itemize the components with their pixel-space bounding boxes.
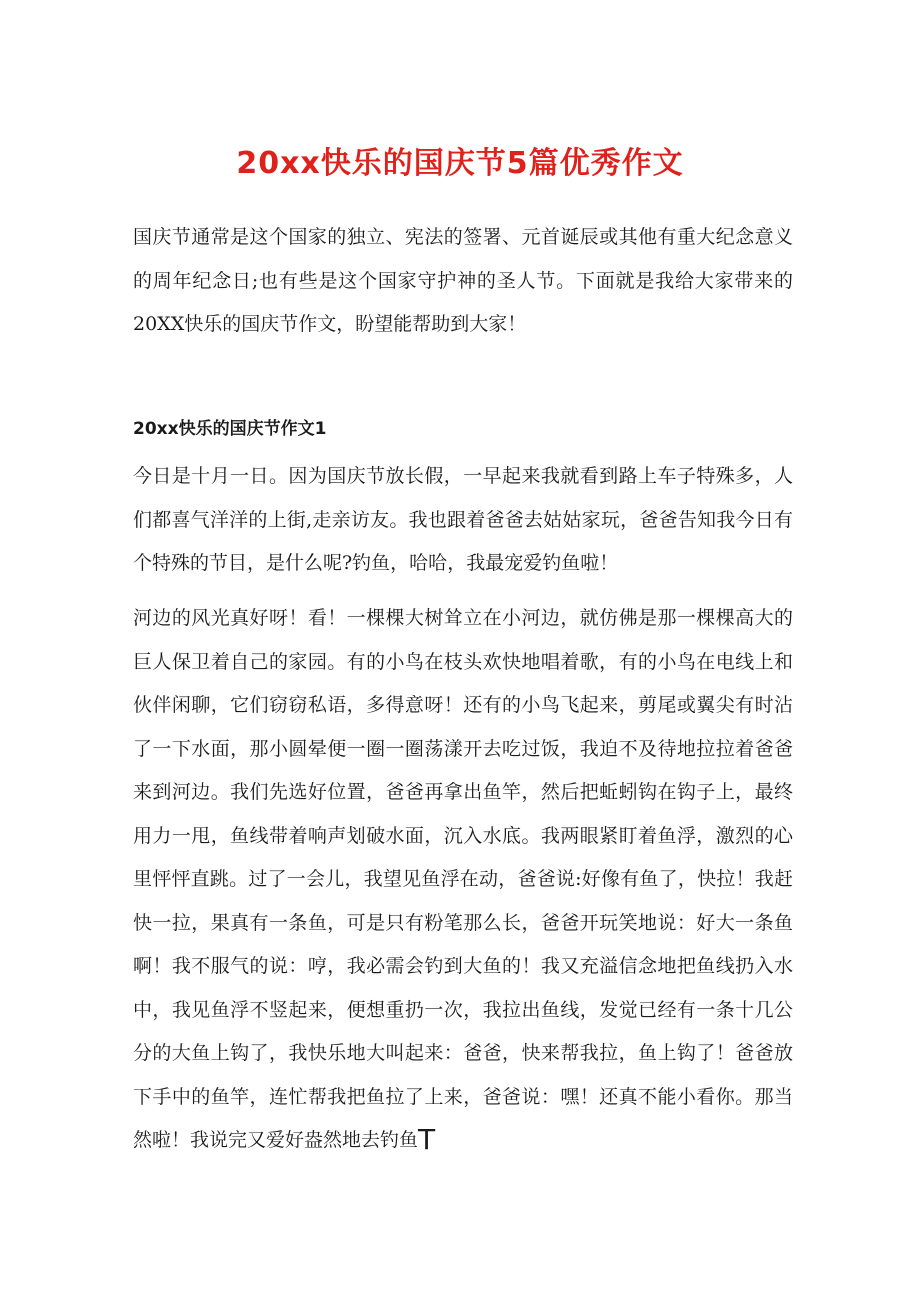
essay-paragraph-1: 今日是十月一日。因为国庆节放长假，一早起来我就看到路上车子特殊多，人们都喜气洋洋的上街,走亲访友。我也跟着爸爸去姑姑家玩，爸爸告知我今日有个特殊的节目，是什么呢?钓鱼，哈哈，我最宠爱钓鱼啦！ (133, 465, 793, 574)
essay-paragraph-2-text: 河边的风光真好呀！看！一棵棵大树耸立在小河边，就仿佛是那一棵棵高大的巨人保卫着自己的家园。有的小鸟在枝头欢快地唱着歌，有的小鸟在电线上和伙伴闲聊，它们窃窃私语，多得意呀！还有的小鸟飞起来，剪尾或翼尖有时沾了一下水面，那小圆晕便一圈一圈荡漾开去吃过饭，我迫不及待地拉拉着爸爸来到河边。我们先选好位置，爸爸再拿出鱼竿，然后把蚯蚓钩在钩子上，最终用力一甩，鱼线带着响声划破水面，沉入水底。我两眼紧盯着鱼浮，激烈的心里怦怦直跳。过了一会儿，我望见鱼浮在动，爸爸说:好像有鱼了，快拉！我赶快一拉，果真有一条鱼，可是只有粉笔那么长，爸爸开玩笑地说：好大一条鱼啊！我不服气的说：哼，我必需会钓到大鱼的！我又充溢信念地把鱼线扔入水中，我见鱼浮不竖起来，便想重扔一次，我拉出鱼线，发觉已经有一条十几公分的大鱼上钩了，我快乐地大叫起来：爸爸，快来帮我拉，鱼上钩了！爸爸放下手中的鱼竿，连忙帮我把鱼拉了上来，爸爸说：嘿！还真不能小看你。那当然啦！我说完又爱好盎然地去钓鱼 (133, 607, 793, 1151)
section-heading: 20xx快乐的国庆节作文1 (133, 419, 327, 439)
document-title: 20xx快乐的国庆节5篇优秀作文 (236, 146, 684, 181)
essay-paragraph-2 (133, 597, 793, 1163)
trailing-mark: T (418, 1123, 436, 1156)
intro-paragraph: 国庆节通常是这个国家的独立、宪法的签署、元首诞辰或其他有重大纪念意义的周年纪念日;也有些是这个国家守护神的圣人节。下面就是我给大家带来的20XX快乐的国庆节作文，盼望能帮助到大家！ (133, 226, 793, 335)
